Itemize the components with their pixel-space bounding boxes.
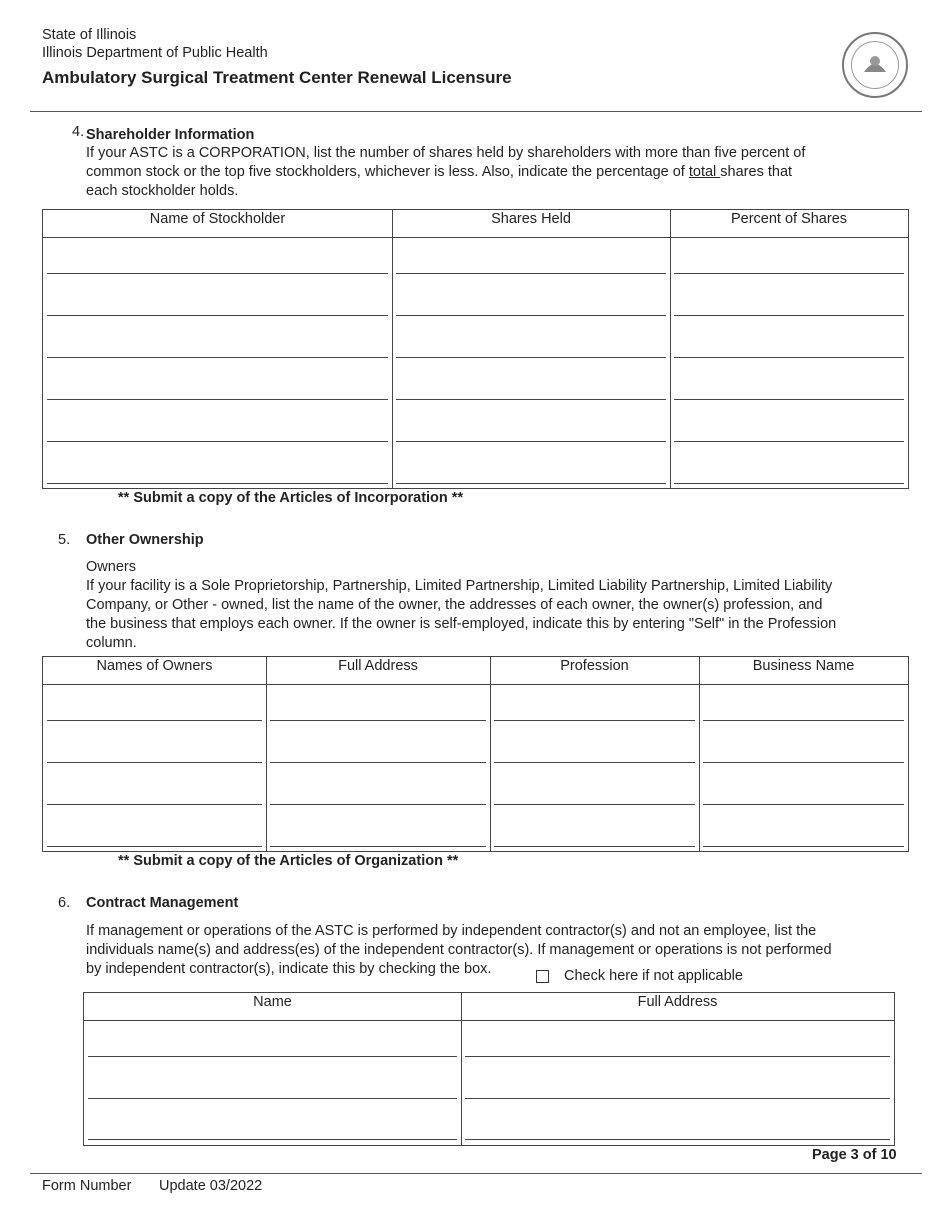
contractor-name-field[interactable] [88, 1139, 457, 1140]
owner-address-field[interactable] [270, 762, 486, 763]
section-4-instructions: If your ASTC is a CORPORATION, list the number of shares held by shareholders with more than five percent of common stock or the top five stockholders, whichever is less. Also, indicate the percentage of total shares that each stockholder holds. [86, 145, 806, 199]
col-header-owner-names: Names of Owners [96, 658, 213, 674]
contractor-address-field[interactable] [465, 1056, 890, 1057]
shares-held-field[interactable] [396, 315, 666, 316]
col-header-full-address: Full Address [338, 658, 418, 674]
not-applicable-label: Check here if not applicable [564, 968, 743, 984]
update-date: Update 03/2022 [159, 1178, 263, 1194]
col-header-stockholder: Name of Stockholder [149, 211, 286, 227]
owner-profession-field[interactable] [494, 762, 695, 763]
contractor-name-field[interactable] [88, 1056, 457, 1057]
owner-address-field[interactable] [270, 804, 486, 805]
owner-profession-field[interactable] [494, 804, 695, 805]
owner-name-field[interactable] [47, 846, 262, 847]
owners-table [42, 656, 909, 852]
stockholder-name-field[interactable] [47, 357, 388, 358]
contract-management-table [83, 992, 895, 1146]
owner-name-field[interactable] [47, 762, 262, 763]
owner-business-field[interactable] [703, 804, 904, 805]
section-5-subheading: Owners [86, 559, 136, 575]
contractor-address-field[interactable] [465, 1139, 890, 1140]
section-6-number: 6. [58, 895, 71, 911]
percent-shares-field[interactable] [674, 357, 904, 358]
shares-held-field[interactable] [396, 357, 666, 358]
percent-shares-field[interactable] [674, 399, 904, 400]
organization-note: ** Submit a copy of the Articles of Organization ** [118, 853, 459, 869]
owner-profession-field[interactable] [494, 720, 695, 721]
stockholder-name-field[interactable] [47, 441, 388, 442]
owner-name-field[interactable] [47, 720, 262, 721]
percent-shares-field[interactable] [674, 273, 904, 274]
incorporation-note: ** Submit a copy of the Articles of Incorporation ** [118, 490, 464, 506]
shares-held-field[interactable] [396, 441, 666, 442]
section-5-heading: Other Ownership [86, 532, 204, 548]
header-state: State of Illinois [42, 27, 137, 43]
section-6-instructions: If management or operations of the ASTC is performed by independent contractor(s) and not an employee, list the individuals name(s) and address(es) of the independent contractor(s). If management or operations is not performed by independent contractor(s), indicate this by checking the box. [86, 923, 832, 977]
owner-business-field[interactable] [703, 846, 904, 847]
contractor-name-field[interactable] [88, 1098, 457, 1099]
shares-held-field[interactable] [396, 483, 666, 484]
percent-shares-field[interactable] [674, 441, 904, 442]
owner-address-field[interactable] [270, 720, 486, 721]
col-header-profession: Profession [560, 658, 629, 674]
header-divider [30, 111, 922, 112]
section-4-heading: Shareholder Information [86, 127, 255, 143]
shareholder-table [42, 209, 909, 489]
stockholder-name-field[interactable] [47, 315, 388, 316]
stockholder-name-field[interactable] [47, 483, 388, 484]
page-number: Page 3 of 10 [812, 1147, 897, 1163]
owner-address-field[interactable] [270, 846, 486, 847]
percent-shares-field[interactable] [674, 315, 904, 316]
section-5-instructions: If your facility is a Sole Proprietorship, Partnership, Limited Partnership, Limited Liability Partnership, Limited Liability Company, or Other - owned, list the name of the owner, the addresses of each owner, the owner(s) profession, and the business that employs each owner. If the owner is self-employed, indicate this by entering "Self" in the Profession column. [86, 578, 837, 651]
owner-profession-field[interactable] [494, 846, 695, 847]
shares-held-field[interactable] [396, 273, 666, 274]
col-header-contractor-address: Full Address [637, 994, 718, 1010]
col-header-business-name: Business Name [752, 658, 855, 674]
contractor-address-field[interactable] [465, 1098, 890, 1099]
state-seal-logo [842, 32, 908, 98]
form-number-label: Form Number [42, 1178, 132, 1194]
owner-business-field[interactable] [703, 720, 904, 721]
stockholder-name-field[interactable] [47, 273, 388, 274]
shares-held-field[interactable] [396, 399, 666, 400]
section-5-number: 5. [58, 532, 71, 548]
col-header-percent: Percent of Shares [730, 211, 848, 227]
col-header-name: Name [253, 994, 292, 1010]
percent-shares-field[interactable] [674, 483, 904, 484]
page-title: Ambulatory Surgical Treatment Center Renewal Licensure [42, 68, 512, 87]
section-4-number: 4. [72, 124, 85, 140]
footer-divider [30, 1173, 922, 1174]
col-header-shares-held: Shares Held [491, 211, 571, 227]
not-applicable-checkbox[interactable] [536, 970, 549, 983]
owner-business-field[interactable] [703, 762, 904, 763]
owner-name-field[interactable] [47, 804, 262, 805]
stockholder-name-field[interactable] [47, 399, 388, 400]
section-6-heading: Contract Management [86, 895, 239, 911]
header-department: Illinois Department of Public Health [42, 45, 268, 61]
